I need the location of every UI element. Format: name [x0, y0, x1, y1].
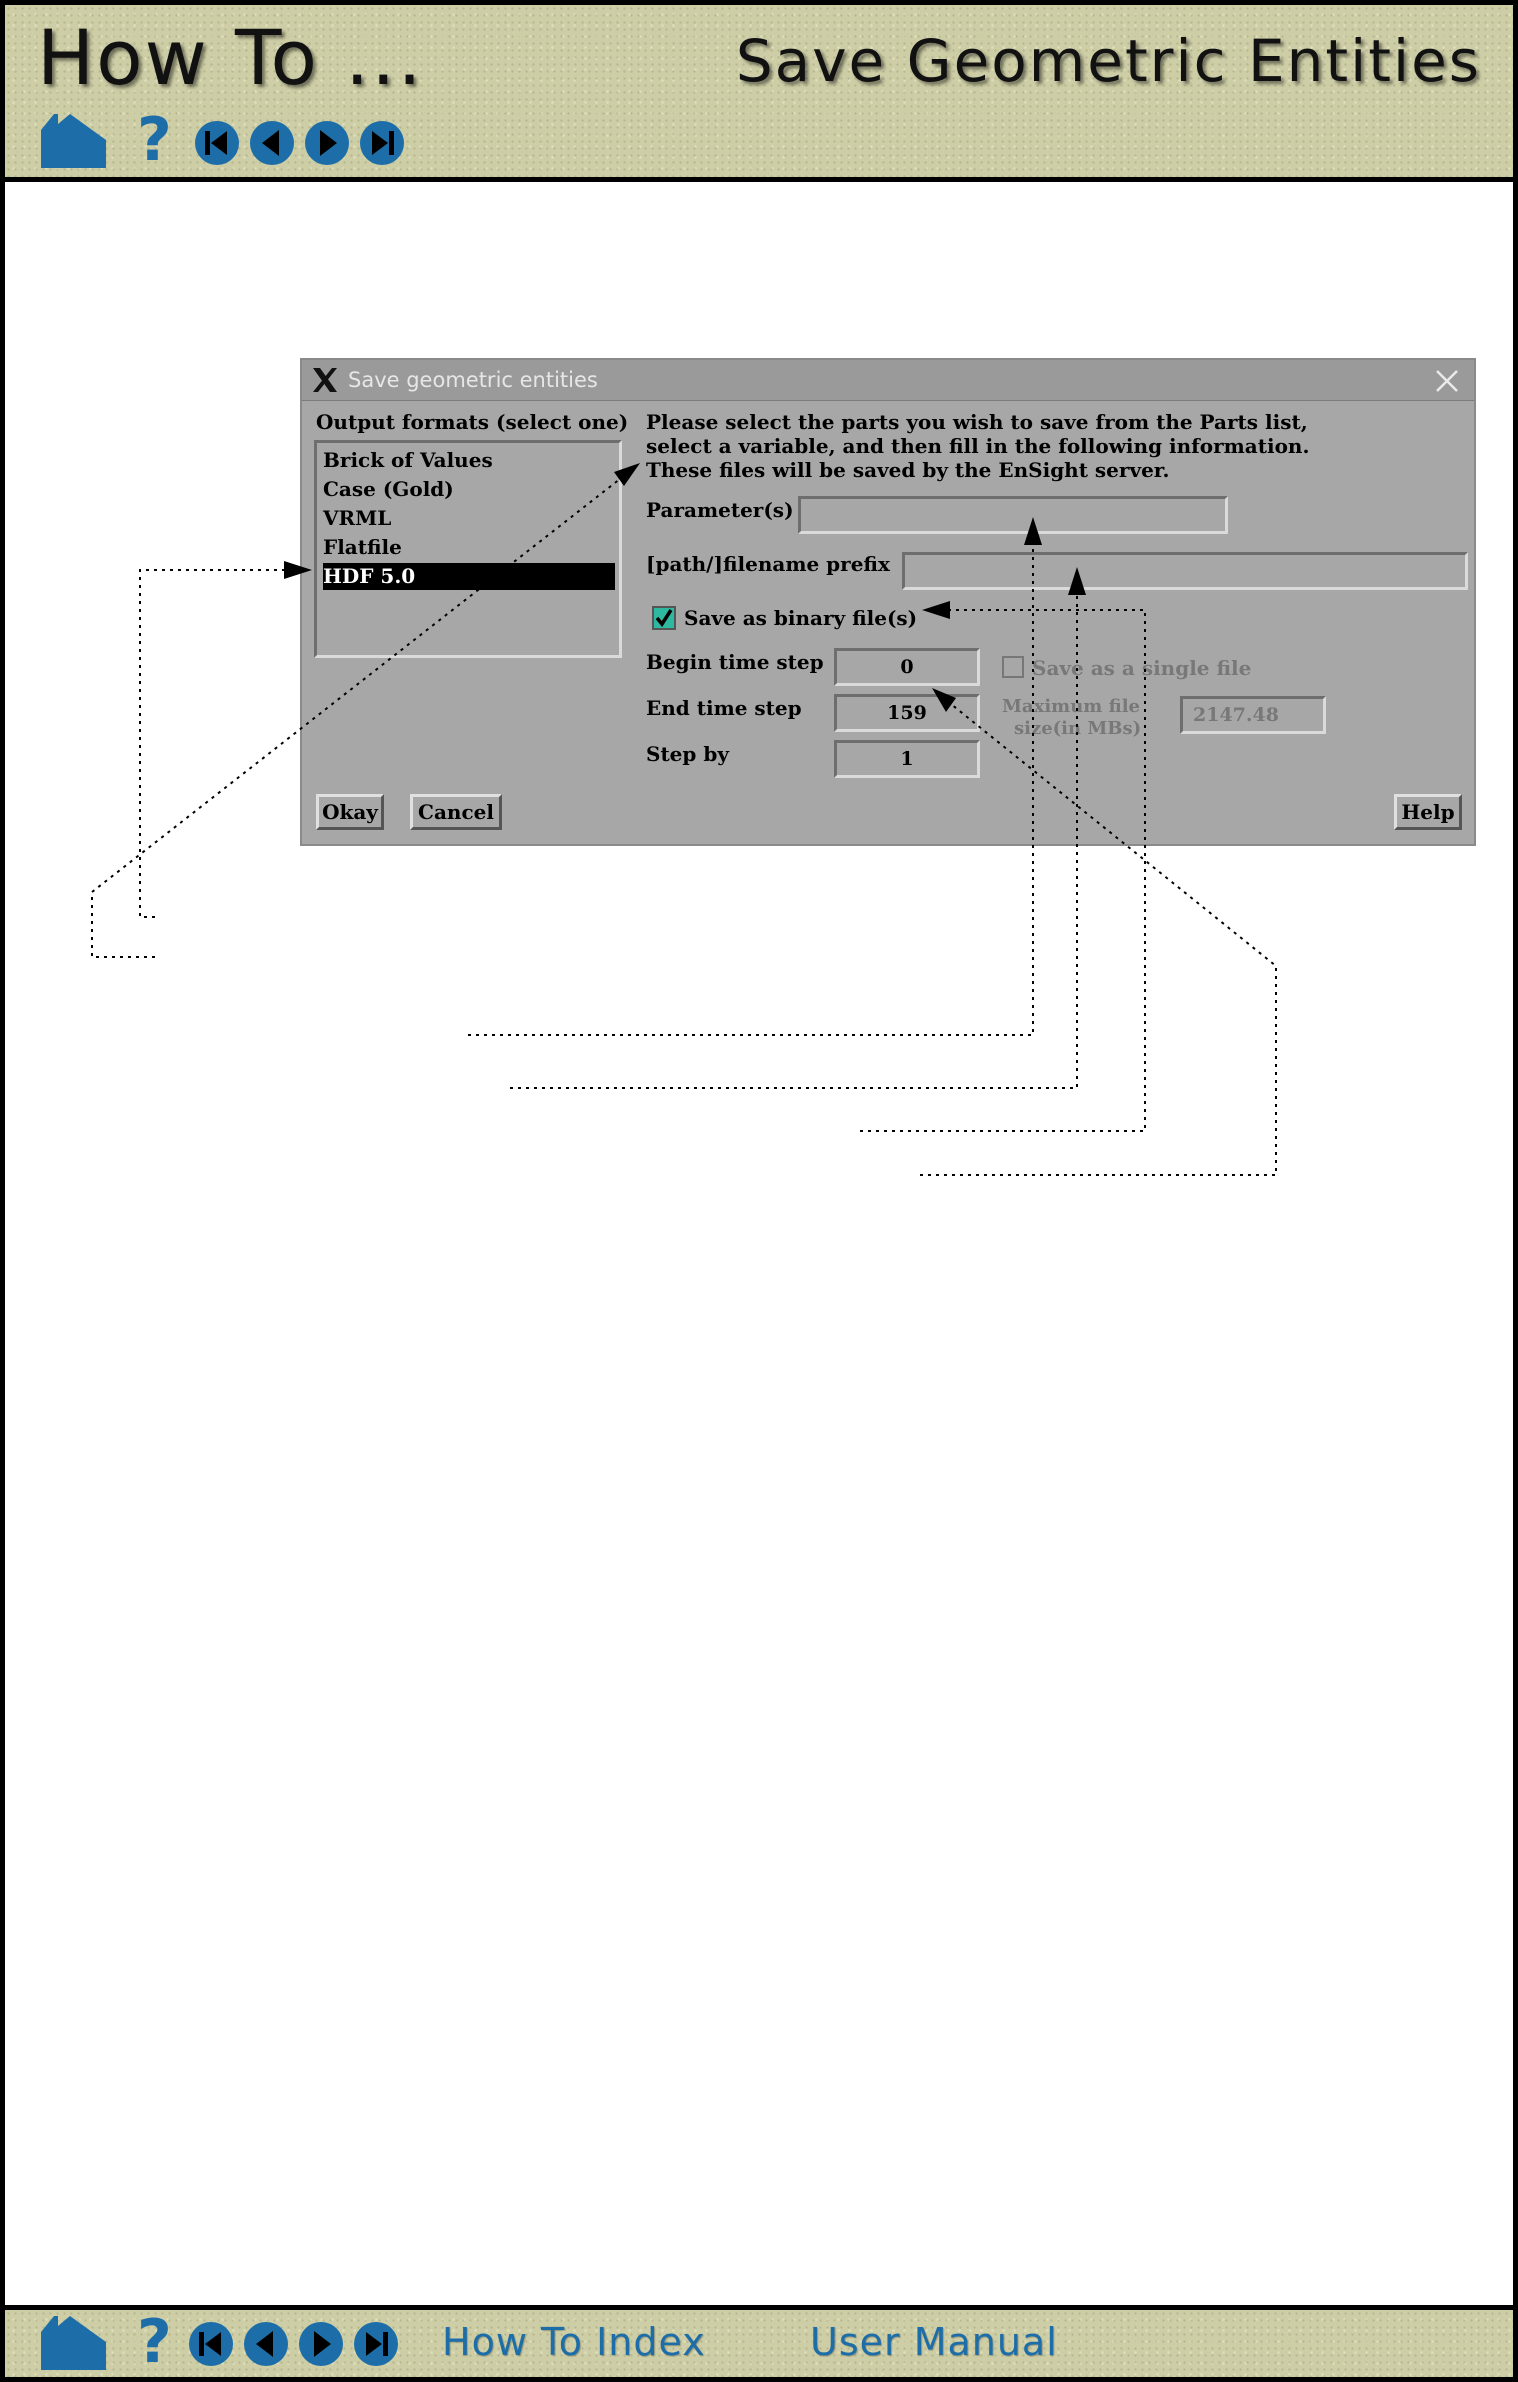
max-file-size-label-1: Maximum file: [1002, 696, 1140, 717]
output-formats-label: Output formats (select one): [316, 410, 629, 434]
begin-time-step-input[interactable]: 0: [834, 648, 980, 686]
instructions-line-2: select a variable, and then fill in the following information.: [646, 434, 1310, 458]
instructions-line-3: These files will be saved by the EnSight server.: [646, 458, 1170, 482]
user-manual-link[interactable]: User Manual: [810, 2320, 1058, 2364]
list-item[interactable]: Brick of Values: [323, 448, 493, 472]
footer-banner: [5, 2310, 1513, 2377]
arrow-icon: [284, 561, 312, 579]
end-time-step-input[interactable]: 159: [834, 694, 980, 732]
arrow-icon: [922, 601, 950, 619]
next-page-icon[interactable]: [297, 2320, 345, 2368]
instructions-line-1: Please select the parts you wish to save from the Parts list,: [646, 410, 1308, 434]
cancel-button[interactable]: Cancel: [410, 794, 502, 830]
page-title: Save Geometric Entities: [735, 27, 1481, 95]
list-item-selected[interactable]: HDF 5.0: [323, 563, 615, 590]
arrow-icon: [932, 688, 956, 712]
list-item[interactable]: VRML: [323, 506, 392, 530]
okay-button[interactable]: Okay: [316, 794, 384, 830]
end-time-step-label: End time step: [646, 696, 802, 720]
svg-text:?: ?: [137, 2310, 172, 2372]
first-page-icon[interactable]: [187, 2320, 235, 2368]
help-button[interactable]: Help: [1394, 794, 1462, 830]
arrow-icon: [1068, 567, 1086, 595]
filename-prefix-label: [path/]filename prefix: [646, 552, 890, 576]
single-file-label: Save as a single file: [1032, 656, 1252, 680]
step-by-input[interactable]: 1: [834, 740, 980, 778]
arrow-icon: [614, 463, 640, 486]
home-icon[interactable]: [38, 2312, 110, 2374]
previous-page-icon[interactable]: [242, 2320, 290, 2368]
arrow-icon: [1024, 517, 1042, 545]
list-item[interactable]: Flatfile: [323, 535, 402, 559]
how-to-title: How To ...: [37, 13, 424, 102]
dialog-title: Save geometric entities: [348, 368, 598, 392]
binary-label: Save as binary file(s): [684, 606, 918, 630]
last-page-icon[interactable]: [352, 2320, 400, 2368]
max-file-size-input[interactable]: 2147.48: [1180, 696, 1326, 734]
svg-text:?: ?: [137, 108, 172, 170]
begin-time-step-label: Begin time step: [646, 650, 824, 674]
list-item[interactable]: Case (Gold): [323, 477, 454, 501]
how-to-index-link[interactable]: How To Index: [442, 2320, 706, 2364]
parameters-label: Parameter(s): [646, 498, 794, 522]
max-file-size-label-2: size(in MBs): [1014, 718, 1142, 739]
help-icon[interactable]: [133, 2310, 173, 2372]
step-by-label: Step by: [646, 742, 729, 766]
